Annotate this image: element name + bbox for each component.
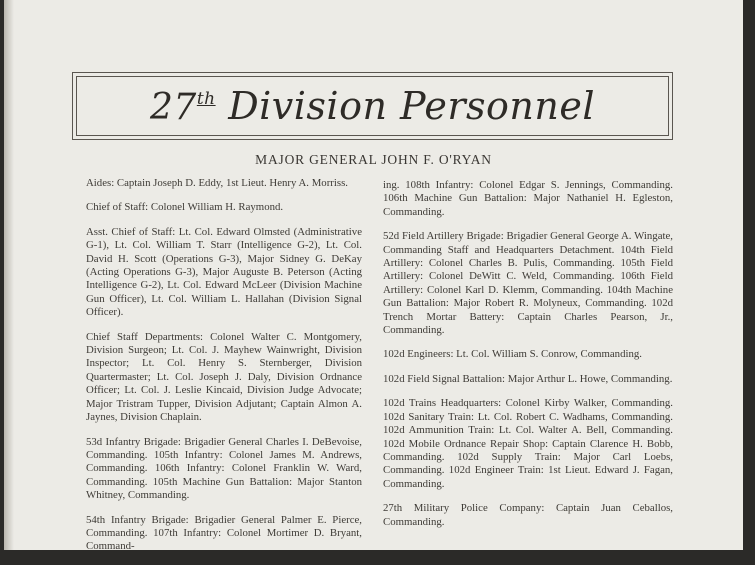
paragraph-52d-field-artillery: 52d Field Artillery Brigade: Brigadier General George A. Wingate, Commanding Staff and Headquarters Detachment. 104th Field Artillery: Colonel Charles B. Pulis, Commanding. 105th Field Artillery: Colonel DeWitt C. Weld, Commanding. 106th Field Artillery: Colonel Karl D. Klemm, Commanding. 104th Machine Gun Battalion: Major Robert R. Molyneux, Commanding. 102d Trench Mortar Battery: Captain Charles Pearson, Jr., Commanding. bbox=[383, 230, 673, 337]
paragraph-asst-chief-of-staff: Asst. Chief of Staff: Lt. Col. Edward Olmsted (Administrative G-1), Lt. Col. William T. Starr (Intelligence G-2), Lt. Col. David H. Scott (Operations G-3), Major Sidney G. DeKay (Acting Operations G-3), Major Auguste B. Peterson (Acting Intelligence G-2), Lt. Col. Edward McLeer (Division Machine Gun Officer), Lt. Col. William L. Hallahan (Division Signal Officer). bbox=[86, 225, 362, 319]
paragraph-102d-trains: 102d Trains Headquarters: Colonel Kirby Walker, Commanding. 102d Sanitary Train: Lt. Col. Robert C. Wadhams, Commanding. 102d Ammunition Train: Lt. Col. Walter A. Bell, Commanding. 102d Mobile Ordnance Repair Shop: Captain Clarence H. Bobb, Commanding. 102d Supply Train: Major Carl Loebs, Commanding. 102d Engineer Train: 1st Lieut. Edward J. Fagan, Commanding. bbox=[383, 397, 673, 490]
page-title bbox=[150, 84, 595, 128]
title-suffix: th bbox=[196, 89, 216, 109]
paragraph-54th-continued: ing. 108th Infantry: Colonel Edgar S. Jennings, Commanding. 106th Machine Gun Battalion: Major Nathaniel H. Egleston, Commanding. bbox=[383, 179, 673, 218]
title-label: Division Personnel bbox=[228, 84, 595, 128]
document-page bbox=[4, 0, 743, 553]
title-number: 27 bbox=[150, 87, 197, 128]
title-frame-inner bbox=[76, 76, 669, 136]
page-gutter-shadow bbox=[4, 0, 14, 550]
paragraph-aides: Aides: Captain Joseph D. Eddy, 1st Lieut. Henry A. Morriss. bbox=[86, 177, 348, 189]
paragraph-54th-infantry-brigade: 54th Infantry Brigade: Brigadier General Palmer E. Pierce, Commanding. 107th Infantry: Colonel Mortimer D. Bryant, Command- bbox=[86, 513, 362, 553]
paragraph-27th-military-police: 27th Military Police Company: Captain Juan Ceballos, Commanding. bbox=[383, 502, 673, 528]
title-frame bbox=[72, 72, 673, 140]
paragraph-53d-infantry-brigade: 53d Infantry Brigade: Brigadier General Charles I. DeBevoise, Commanding. 105th Infantry: Colonel James M. Andrews, Commanding. 106th Infantry: Colonel Franklin W. Ward, Commanding. 105th Machine Gun Battalion: Major Stanton Whitney, Commanding. bbox=[86, 435, 362, 502]
paragraph-chief-of-staff: Chief of Staff: Colonel William H. Raymond. bbox=[86, 201, 284, 214]
paragraph-102d-engineers: 102d Engineers: Lt. Col. William S. Conrow, Commanding. bbox=[383, 348, 642, 361]
paragraph-chief-staff-departments: Chief Staff Departments: Colonel Walter C. Montgomery, Division Surgeon; Lt. Col. J. Mayhew Wainwright, Division Inspector; Lt. Col. Henry S. Sternberger, Division Quartermaster; Lt. Col. Joseph J. Daly, Division Ordnance Officer; Lt. Col. J. Leslie Kincaid, Division Judge Advocate; Major Tristram Tupper, Division Adjutant; Captain Almon A. Jaynes, Division Chaplain. bbox=[86, 330, 362, 424]
commander-heading: MAJOR GENERAL JOHN F. O'RYAN bbox=[255, 152, 492, 167]
left-column bbox=[86, 177, 362, 565]
right-column bbox=[383, 179, 673, 540]
paragraph-102d-field-signal: 102d Field Signal Battalion: Major Arthur L. Howe, Commanding. bbox=[383, 372, 673, 385]
